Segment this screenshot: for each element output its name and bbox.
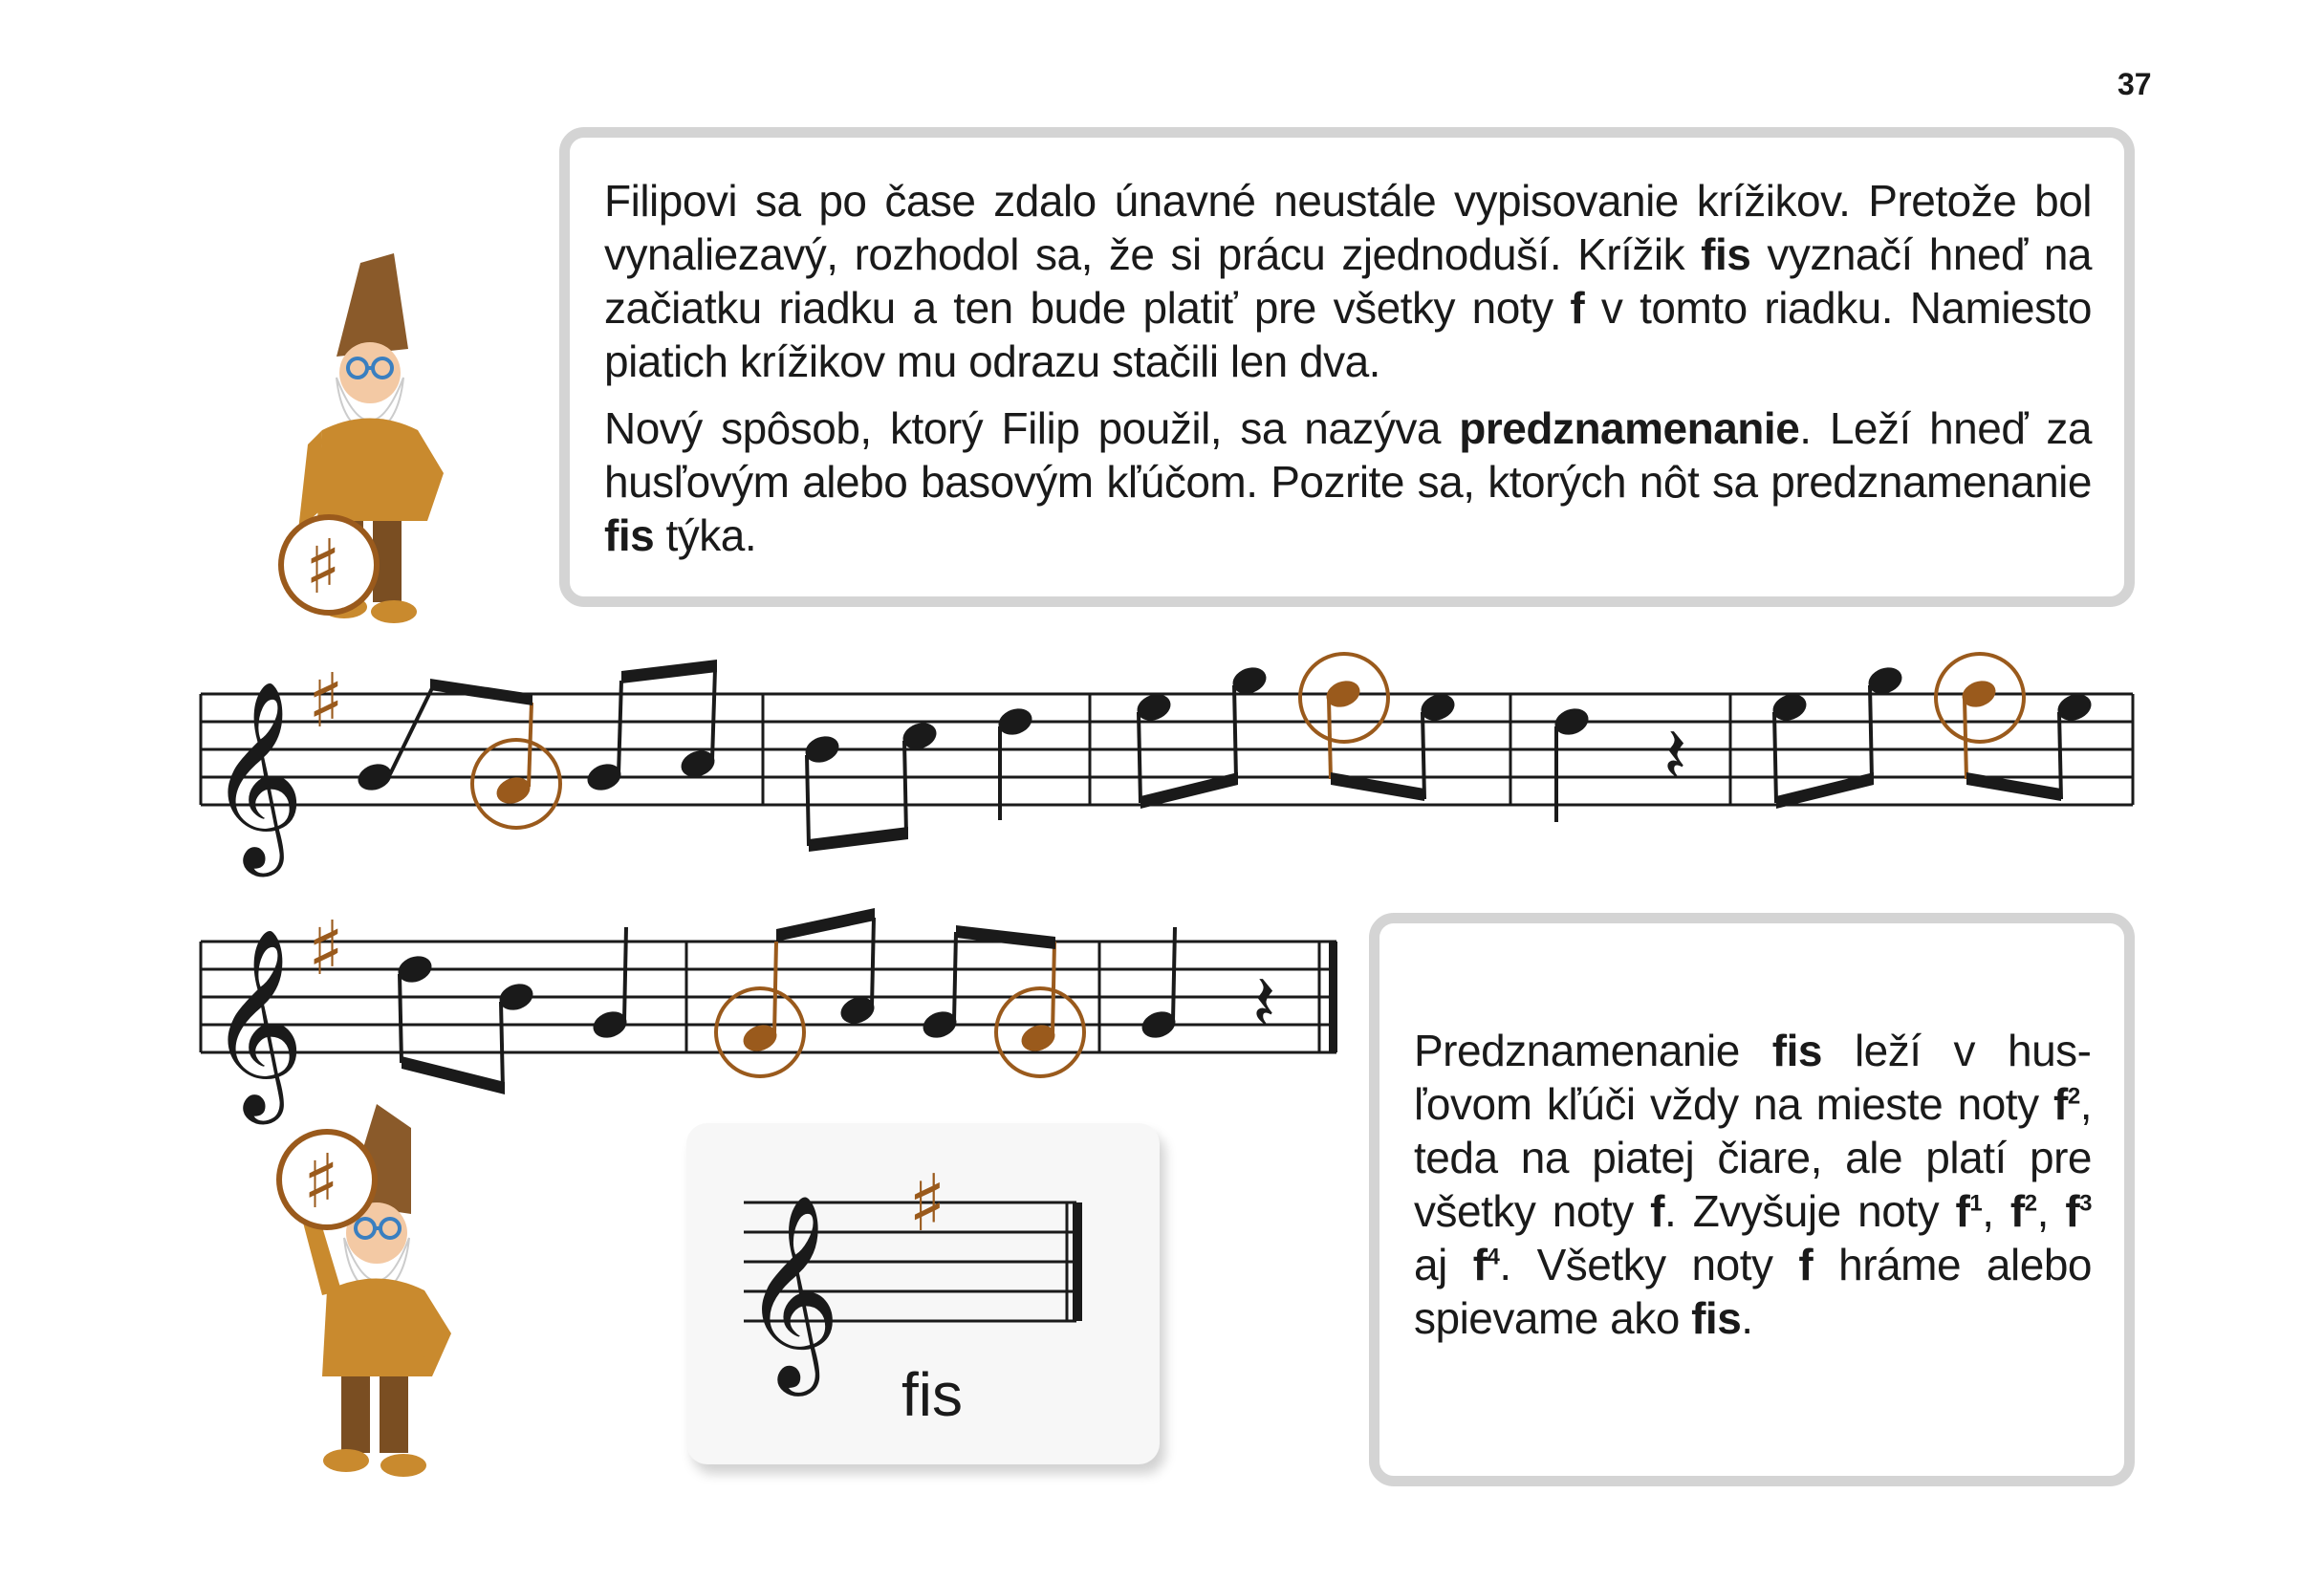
text-span: aj [1414,1240,1473,1289]
page-number: 37 [2118,67,2152,101]
key-signature-sharp-icon: ♯ [308,659,344,745]
stem [1053,942,1054,1034]
treble-clef-icon: 𝄞 [208,927,305,1116]
octave-index: 4 [1487,1244,1500,1270]
key-signature-sharp-icon: ♯ [908,1159,946,1249]
text-span: . Všetky noty [1499,1240,1799,1289]
final-barline [1329,942,1337,1052]
final-barline [1073,1202,1082,1321]
octave-index: 2 [2024,1190,2037,1217]
text-span: . Leží hneď za husľovým alebo basovým kľúčom. Pozrite sa, ktorých nôt sa predznamenanie [604,403,2092,507]
text-span: , [2036,1186,2066,1236]
gnome-illustration-top [270,244,499,631]
note-name: f [2053,1079,2068,1129]
note-name: f [1650,1186,1664,1236]
stem [1173,927,1175,1021]
text-span: Nový spôsob, ktorý Filip použil, sa nazýva [604,403,1460,453]
text-span: v tomto riadku. Namiesto piatich krížikov mu odrazu stačili len dva. [604,283,2092,386]
beam [956,925,1055,949]
note-name: f [1955,1186,1970,1236]
treble-clef-icon: 𝄞 [208,680,305,869]
stem [501,1002,503,1090]
beam [402,1056,505,1094]
quarter-rest-icon: 𝄽 [1663,711,1687,800]
text-span: leží v husľovom kľúči vždy na mieste noty [1414,1026,2092,1129]
text-span: Predznamenanie [1414,1026,1772,1075]
octave-index: 2 [2067,1083,2080,1110]
measure-8 [1139,927,1276,1048]
text-span: Filipovi sa po čase zdalo únavné neustále vypisovanie krížikov. Pretože bol vynaliezavý, rozhodol sa, že si prácu zjednoduší. Krížik [604,176,2092,279]
quarter-rest-icon: 𝄽 [1252,959,1276,1048]
bold-term: fis [604,510,655,560]
bold-term: fis [1691,1293,1742,1343]
measure-6 [395,927,631,1094]
treble-clef-icon: 𝄞 [742,1194,841,1388]
bold-term: fis [1701,229,1751,279]
bold-term: fis [1771,1026,1822,1075]
text-span: hráme alebo spievame ako [1414,1240,2092,1343]
octave-index: 1 [1969,1190,1983,1217]
fis-key-signature-card [686,1123,1160,1464]
text-span: týka. [654,510,757,560]
gnome-illustration-bottom [270,1099,499,1486]
text-span: , teda na piatej čiare, ale platí pre všetky noty [1414,1079,2092,1236]
sharp-badge-icon: ♯ [305,525,341,611]
stem [624,927,626,1021]
note-name: f [1472,1240,1488,1289]
bold-term: predznamenanie [1459,403,1800,453]
stem [872,918,874,1007]
text-span: . Zvyšuje noty [1664,1186,1956,1236]
note-name: f [2009,1186,2025,1236]
text-span: . [1741,1293,1753,1343]
stem [774,942,776,1034]
text-span: vyznačí hneď na začiatku riadku a ten bude platiť pre všetky noty [604,229,2092,333]
beam [776,908,875,942]
note-name: f [1798,1240,1814,1289]
sharp-badge-icon: ♯ [303,1139,339,1225]
stem [954,932,956,1021]
card-label: fis [901,1360,963,1429]
note-name: f [2065,1186,2080,1236]
octave-index: 3 [2079,1190,2093,1217]
stem [400,974,402,1063]
text-span: , [1982,1186,2010,1236]
key-signature-sharp-icon: ♯ [308,906,344,992]
bold-term: f [1570,283,1585,333]
